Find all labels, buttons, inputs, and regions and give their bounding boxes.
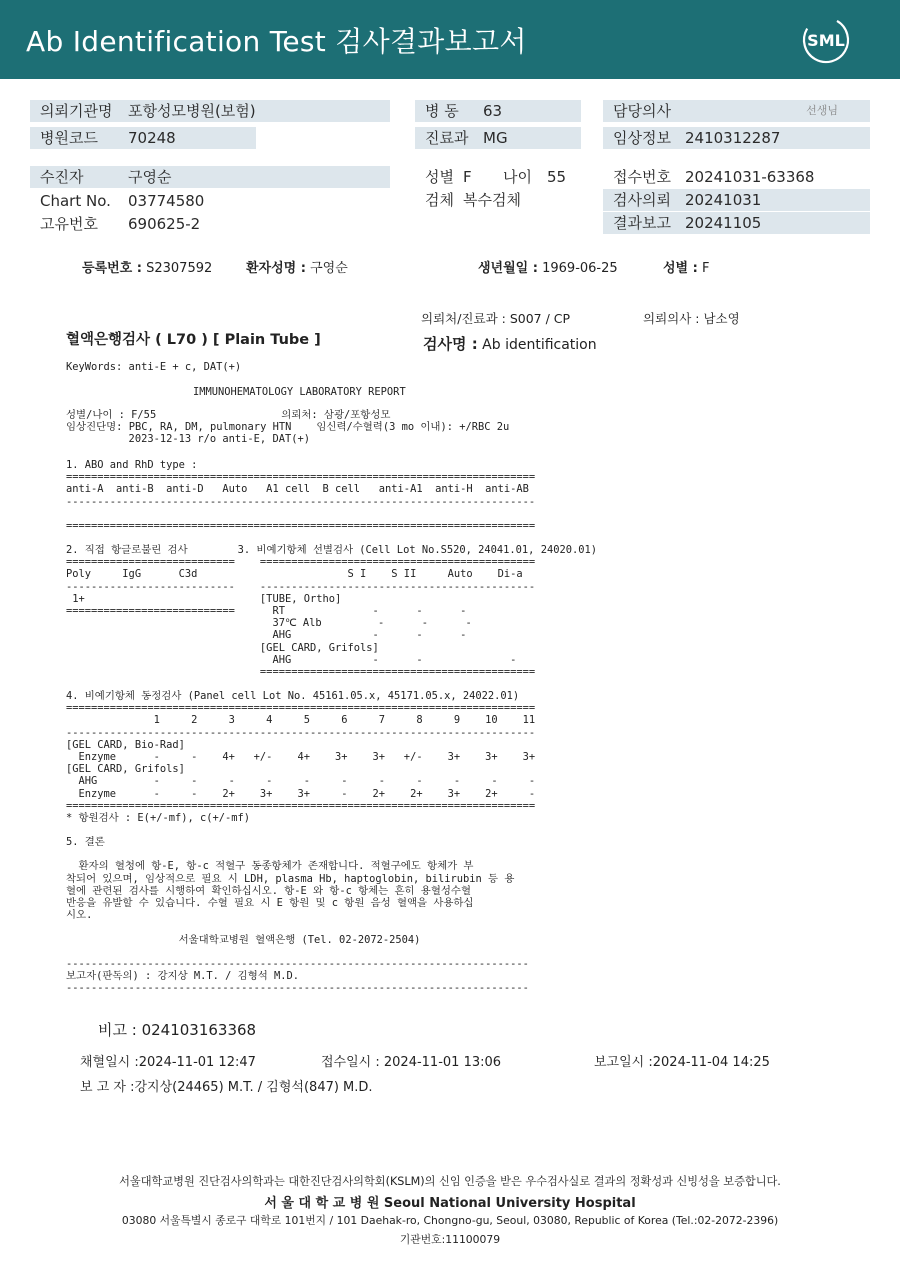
hospital-name: 서 울 대 학 교 병 원 Seoul National University Hospital [264,1196,636,1211]
doctor-field: 담당의사 선생님 [603,100,870,122]
request-dept: 의뢰처/진료과 : S007 / CP [421,311,571,326]
collect-time: 채혈일시 :2024-11-01 12:47 [80,1055,256,1070]
test-name: 검사명 : Ab identification [423,335,597,353]
ward-field: 병 동 63 [415,100,581,122]
registration-no: 등록번호 : S2307592 [82,261,213,276]
panel-section: 4. 비예기항체 동정검사 (Panel cell Lot No. 45161.05.x, 45171.05.x, 24022.01) =========================================================================== 1 2 3 4 5 6 7 8 9 10 11 --------------------------------------------------------------------------- [GEL CARD, Bio-Rad] Enzyme - - 4+ +/- 4+ 3+ 3+ +/- 3+ 3+ 3+ [GEL CARD, Grifols] AHG - - - - - - - - - - - Enzyme - - 2+ 3+ 3+ - 2+ 2+ 3+ 2+ - =========================================================================== * 항원검사 : E(+/-mf), c(+/-mf) [66,690,536,825]
keywords: KeyWords: anti-E + c, DAT(+) [66,361,242,373]
sml-logo-text: SML [807,31,845,50]
certification-text: 서울대학교병원 진단검사의학과는 대한진단검사의학회(KSLM)의 신임 인증을 받은 우수검사실로 결과의 정확성과 신빙성을 보증합니다. [119,1175,781,1188]
patient-field: 수진자 구영순 [30,166,390,188]
report-title: Ab Identification Test 검사결과보고서 [26,25,527,58]
dept-field: 진료과 MG [415,127,581,149]
report-header [0,0,900,79]
report-time: 보고일시 :2024-11-04 14:25 [594,1055,770,1070]
institution-field: 의뢰기관명 포항성모병원(보험) [30,100,390,122]
patient-clinical-info: 성별/나이 : F/55 의뢰처: 삼광/포항성모 임상진단명: PBC, RA, DM, pulmonary HTN 임신력/수혈력(3 mo 이내): +/RBC 2u 2023-12-13 r/o anti-E, DAT(+) [66,409,510,446]
birth-date: 생년월일 : 1969-06-25 [478,261,618,276]
chart-no-field: Chart No. 03774580 [40,192,205,210]
hospital-address: 03080 서울특별시 종로구 대학로 101번지 / 101 Daehak-ro, Chongno-gu, Seoul, 03080, Republic of Korea (Tel.:02-2072-2396) [121,1214,779,1227]
clinical-info-field: 임상정보 2410312287 [603,127,870,149]
reporter-section: -------------------------------------------------------------------------- 보고자(판독의) : 강지상 M.T. / 김형석 M.D. -------------------------------------------------------------------------- [66,958,529,995]
institution-number: 기관번호:11100079 [399,1233,501,1246]
report-date-field: 결과보고 20241105 [603,212,870,234]
test-title: 혈액은행검사 ( L70 ) [ Plain Tube ] [66,332,321,348]
hospital-code-field: 병원코드 70248 [30,127,256,149]
age-field: 나이 55 [503,168,567,186]
receive-time: 접수일시 : 2024-11-01 13:06 [321,1055,502,1070]
remarks: 비고 : 024103163368 [98,1021,257,1039]
conclusion-section: 5. 결론 환자의 혈청에 항-E, 항-c 적혈구 동종항체가 존재합니다. 적혈구에도 항체가 부 착되어 있으며, 임상적으로 필요 시 LDH, plasma Hb, haptoglobin, bilirubin 등 용 혈에 관련된 검사를 시행하여 확인하십시오. 항-E 와 항-c 항체는 흔히 용혈성수혈 반응을 유발할 수 있습니다. 수혈 필요 시 E 항원 및 c 항원 음성 혈액을 사용하십 시오. 서울대학교병원 혈액은행 (Tel. 02-2072-2504) [66,836,515,946]
registration-sex: 성별 : F [663,261,710,276]
lab-report-title: IMMUNOHEMATOLOGY LABORATORY REPORT [193,386,406,398]
reception-no-field: 접수번호 20241031-63368 [613,168,815,186]
sml-logo [800,14,852,66]
unique-no-field: 고유번호 690625-2 [40,215,201,233]
dat-screen-section: 2. 직접 항글로불린 검사 3. 비예기항체 선별검사 (Cell Lot No.S520, 24041.01, 24020.01) =========================== ============================================ Poly IgG C3d S I S II Auto Di-a --------------------------- -------------------------------------------- 1+ [TUBE, Ortho] =========================== RT - - - 37℃ Alb - - - AHG - - - [GEL CARD, Grifols] AHG - - - ============================================ [66,544,597,679]
abo-rhd-section: 1. ABO and RhD type : =========================================================================== anti-A anti-B anti-D Auto A1 cell B cell anti-A1 anti-H anti-AB --------------------------------------------------------------------------- =========================================================================== [66,459,536,533]
reporter: 보 고 자 :강지상(24465) M.T. / 김형석(847) M.D. [80,1080,373,1095]
sex-field: 성별 F [425,168,472,186]
request-doctor: 의뢰의사 : 남소영 [643,311,740,326]
patient-name: 환자성명 : 구영순 [246,261,348,276]
request-date-field: 검사의뢰 20241031 [603,189,870,211]
specimen-field: 검체 복수검체 [425,191,521,209]
